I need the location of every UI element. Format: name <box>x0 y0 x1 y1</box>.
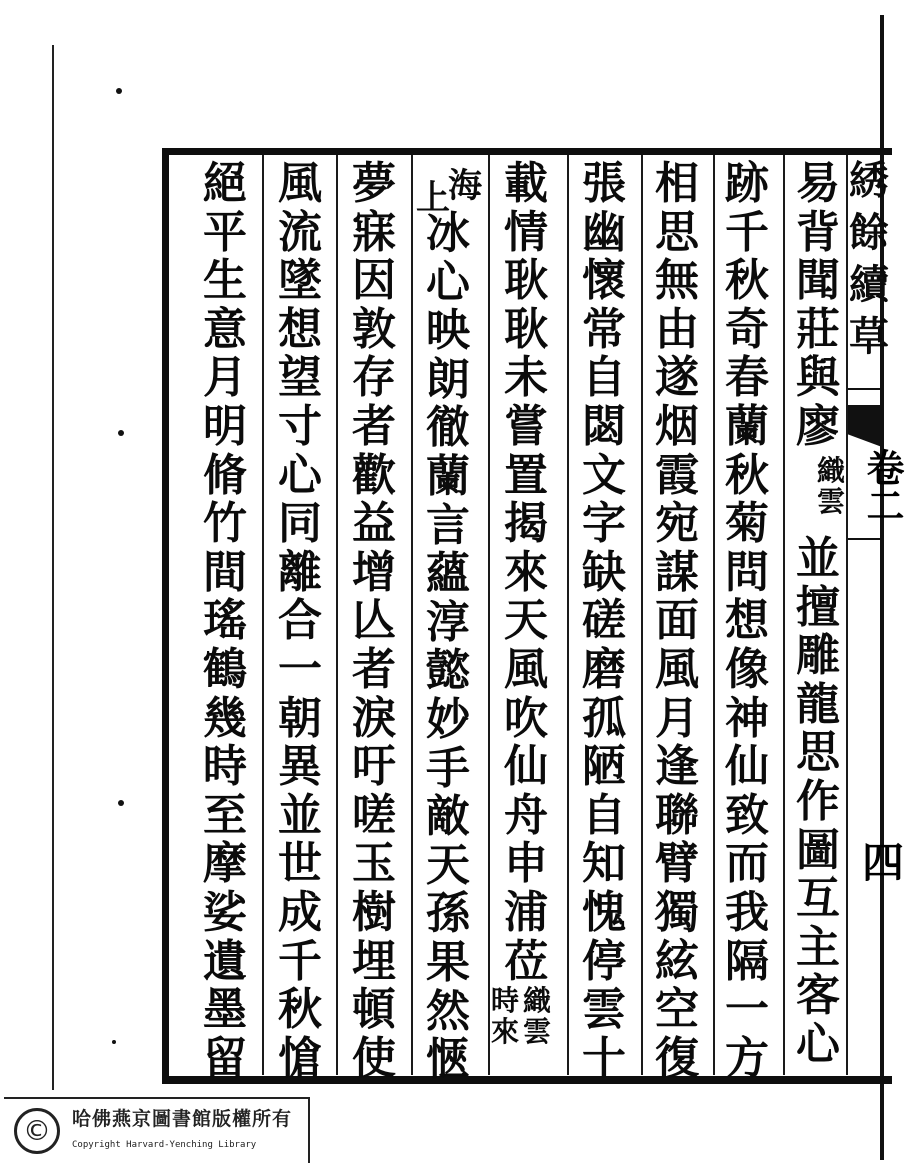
text-column-3: 相 思 無 由 遂 烟 霞 宛 謀 面 風 月 逢 聯 臂 獨 絃 空 復 <box>655 158 699 1084</box>
small-annotation: 海 <box>448 166 482 206</box>
copyright-icon: © <box>14 1108 60 1154</box>
text-column-2: 跡 千 秋 奇 春 蘭 秋 菊 問 想 像 神 仙 致 而 我 隔 一 方 <box>725 158 769 1084</box>
column-divider <box>262 155 264 1075</box>
small-annotation: 織 雲 <box>816 454 845 518</box>
column-divider <box>641 155 643 1075</box>
title-strip: 綉 餘 續 草 <box>849 157 889 360</box>
text-column-9: 絕 平 生 意 月 明 脩 竹 間 瑤 鶴 幾 時 至 摩 娑 遺 墨 留 <box>203 158 247 1084</box>
juan-label: 卷二 <box>860 448 905 524</box>
text-column-8: 風 流 墜 想 望 寸 心 同 離 合 一 朝 異 並 世 成 千 秋 愴 <box>278 158 322 1084</box>
text-column-1-tail: 並 擅 雕 龍 思 作 圖 互 主 客 心 <box>796 533 840 1070</box>
page-number: 四 <box>862 838 905 887</box>
column-divider <box>713 155 715 1075</box>
tab-line-top <box>848 388 884 390</box>
text-column-5: 載 情 耿 耿 未 嘗 置 揭 來 天 風 吹 仙 舟 申 浦 莅 <box>504 158 548 987</box>
column-divider <box>488 155 490 1075</box>
column-divider <box>411 155 413 1075</box>
text-column-6: 冰 心 映 朗 徹 蘭 言 蘊 淳 懿 妙 手 敵 天 孫 果 然 愜 <box>426 208 470 1086</box>
ink-speck <box>112 1040 116 1044</box>
small-annotation: 織 雲 <box>522 984 551 1048</box>
left-margin-rule <box>52 45 54 1090</box>
ink-speck <box>118 800 124 806</box>
text-column-7: 夢 寐 因 敦 存 者 歡 益 增 亾 者 淚 吁 嗟 玉 樹 埋 頓 使 <box>352 158 396 1084</box>
small-annotation: 上 <box>416 178 450 218</box>
tab-line-bottom <box>848 538 884 540</box>
column-divider <box>336 155 338 1075</box>
text-column-4: 張 幽 懷 常 自 閟 文 字 缺 磋 磨 孤 陋 自 知 愧 停 雲 十 <box>582 158 626 1084</box>
column-divider <box>783 155 785 1075</box>
text-column-1: 易 背 聞 莊 與 廖 <box>796 158 840 452</box>
copyright-english: Copyright Harvard-Yenching Library <box>72 1140 257 1150</box>
ink-speck <box>116 88 122 94</box>
ink-speck <box>118 430 124 436</box>
column-divider <box>567 155 569 1075</box>
copyright-chinese: 哈佛燕京圖書館版權所有 <box>72 1108 293 1130</box>
small-annotation: 時 來 <box>490 984 519 1048</box>
